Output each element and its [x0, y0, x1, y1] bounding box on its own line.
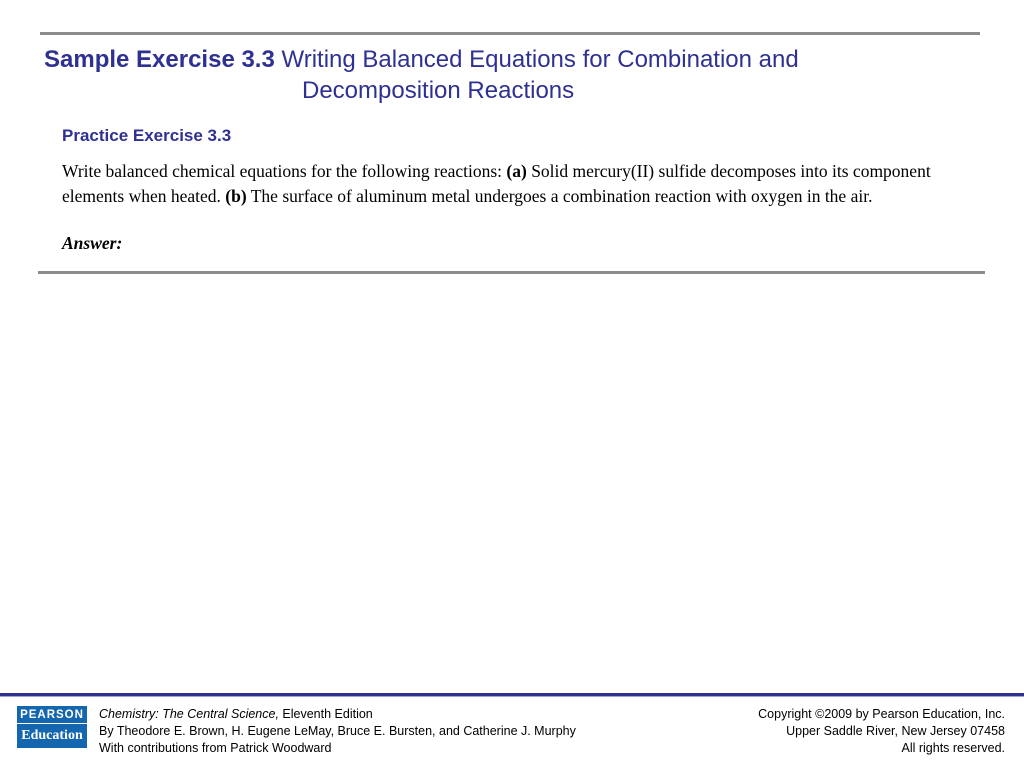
footer-credits [99, 706, 576, 757]
slide-title [44, 44, 944, 106]
authors-line: By Theodore E. Brown, H. Eugene LeMay, Bruce E. Bursten, and Catherine J. Murphy [99, 724, 576, 738]
pearson-logo [17, 706, 87, 748]
title-text-line2: Decomposition Reactions [302, 77, 575, 104]
logo-pearson-text: PEARSON [17, 706, 87, 724]
address-line: Upper Saddle River, New Jersey 07458 [786, 724, 1005, 738]
rights-line: All rights reserved. [901, 741, 1005, 755]
answer-label: Answer: [62, 233, 123, 253]
book-edition: Eleventh Edition [278, 707, 373, 721]
logo-education-text: Education [21, 728, 83, 743]
part-b-label: (b) [225, 185, 247, 206]
footer-copyright [758, 706, 1005, 757]
copyright-line: Copyright ©2009 by Pearson Education, Inc. [758, 707, 1005, 721]
contributions-line: With contributions from Patrick Woodward [99, 741, 332, 755]
title-text-line1: Writing Balanced Equations for Combination and [281, 46, 799, 73]
title-exercise-number: Sample Exercise 3.3 [44, 46, 275, 73]
practice-question [62, 159, 952, 208]
top-divider [40, 32, 980, 35]
footer-divider-light [0, 696, 1024, 697]
middle-divider [38, 271, 985, 274]
part-a-label: (a) [506, 161, 527, 181]
part-b-text: The surface of aluminum metal undergoes a combination reaction with oxygen in the air. [246, 185, 873, 206]
part-a-text: Solid mercury(II) sulfide decomposes into its component elements when heated. [62, 161, 931, 206]
book-line [99, 706, 576, 723]
book-title: Chemistry: The Central Science, [99, 707, 279, 721]
question-intro: Write balanced chemical equations for the following reactions: [62, 161, 507, 181]
practice-heading: Practice Exercise 3.3 [62, 126, 232, 145]
